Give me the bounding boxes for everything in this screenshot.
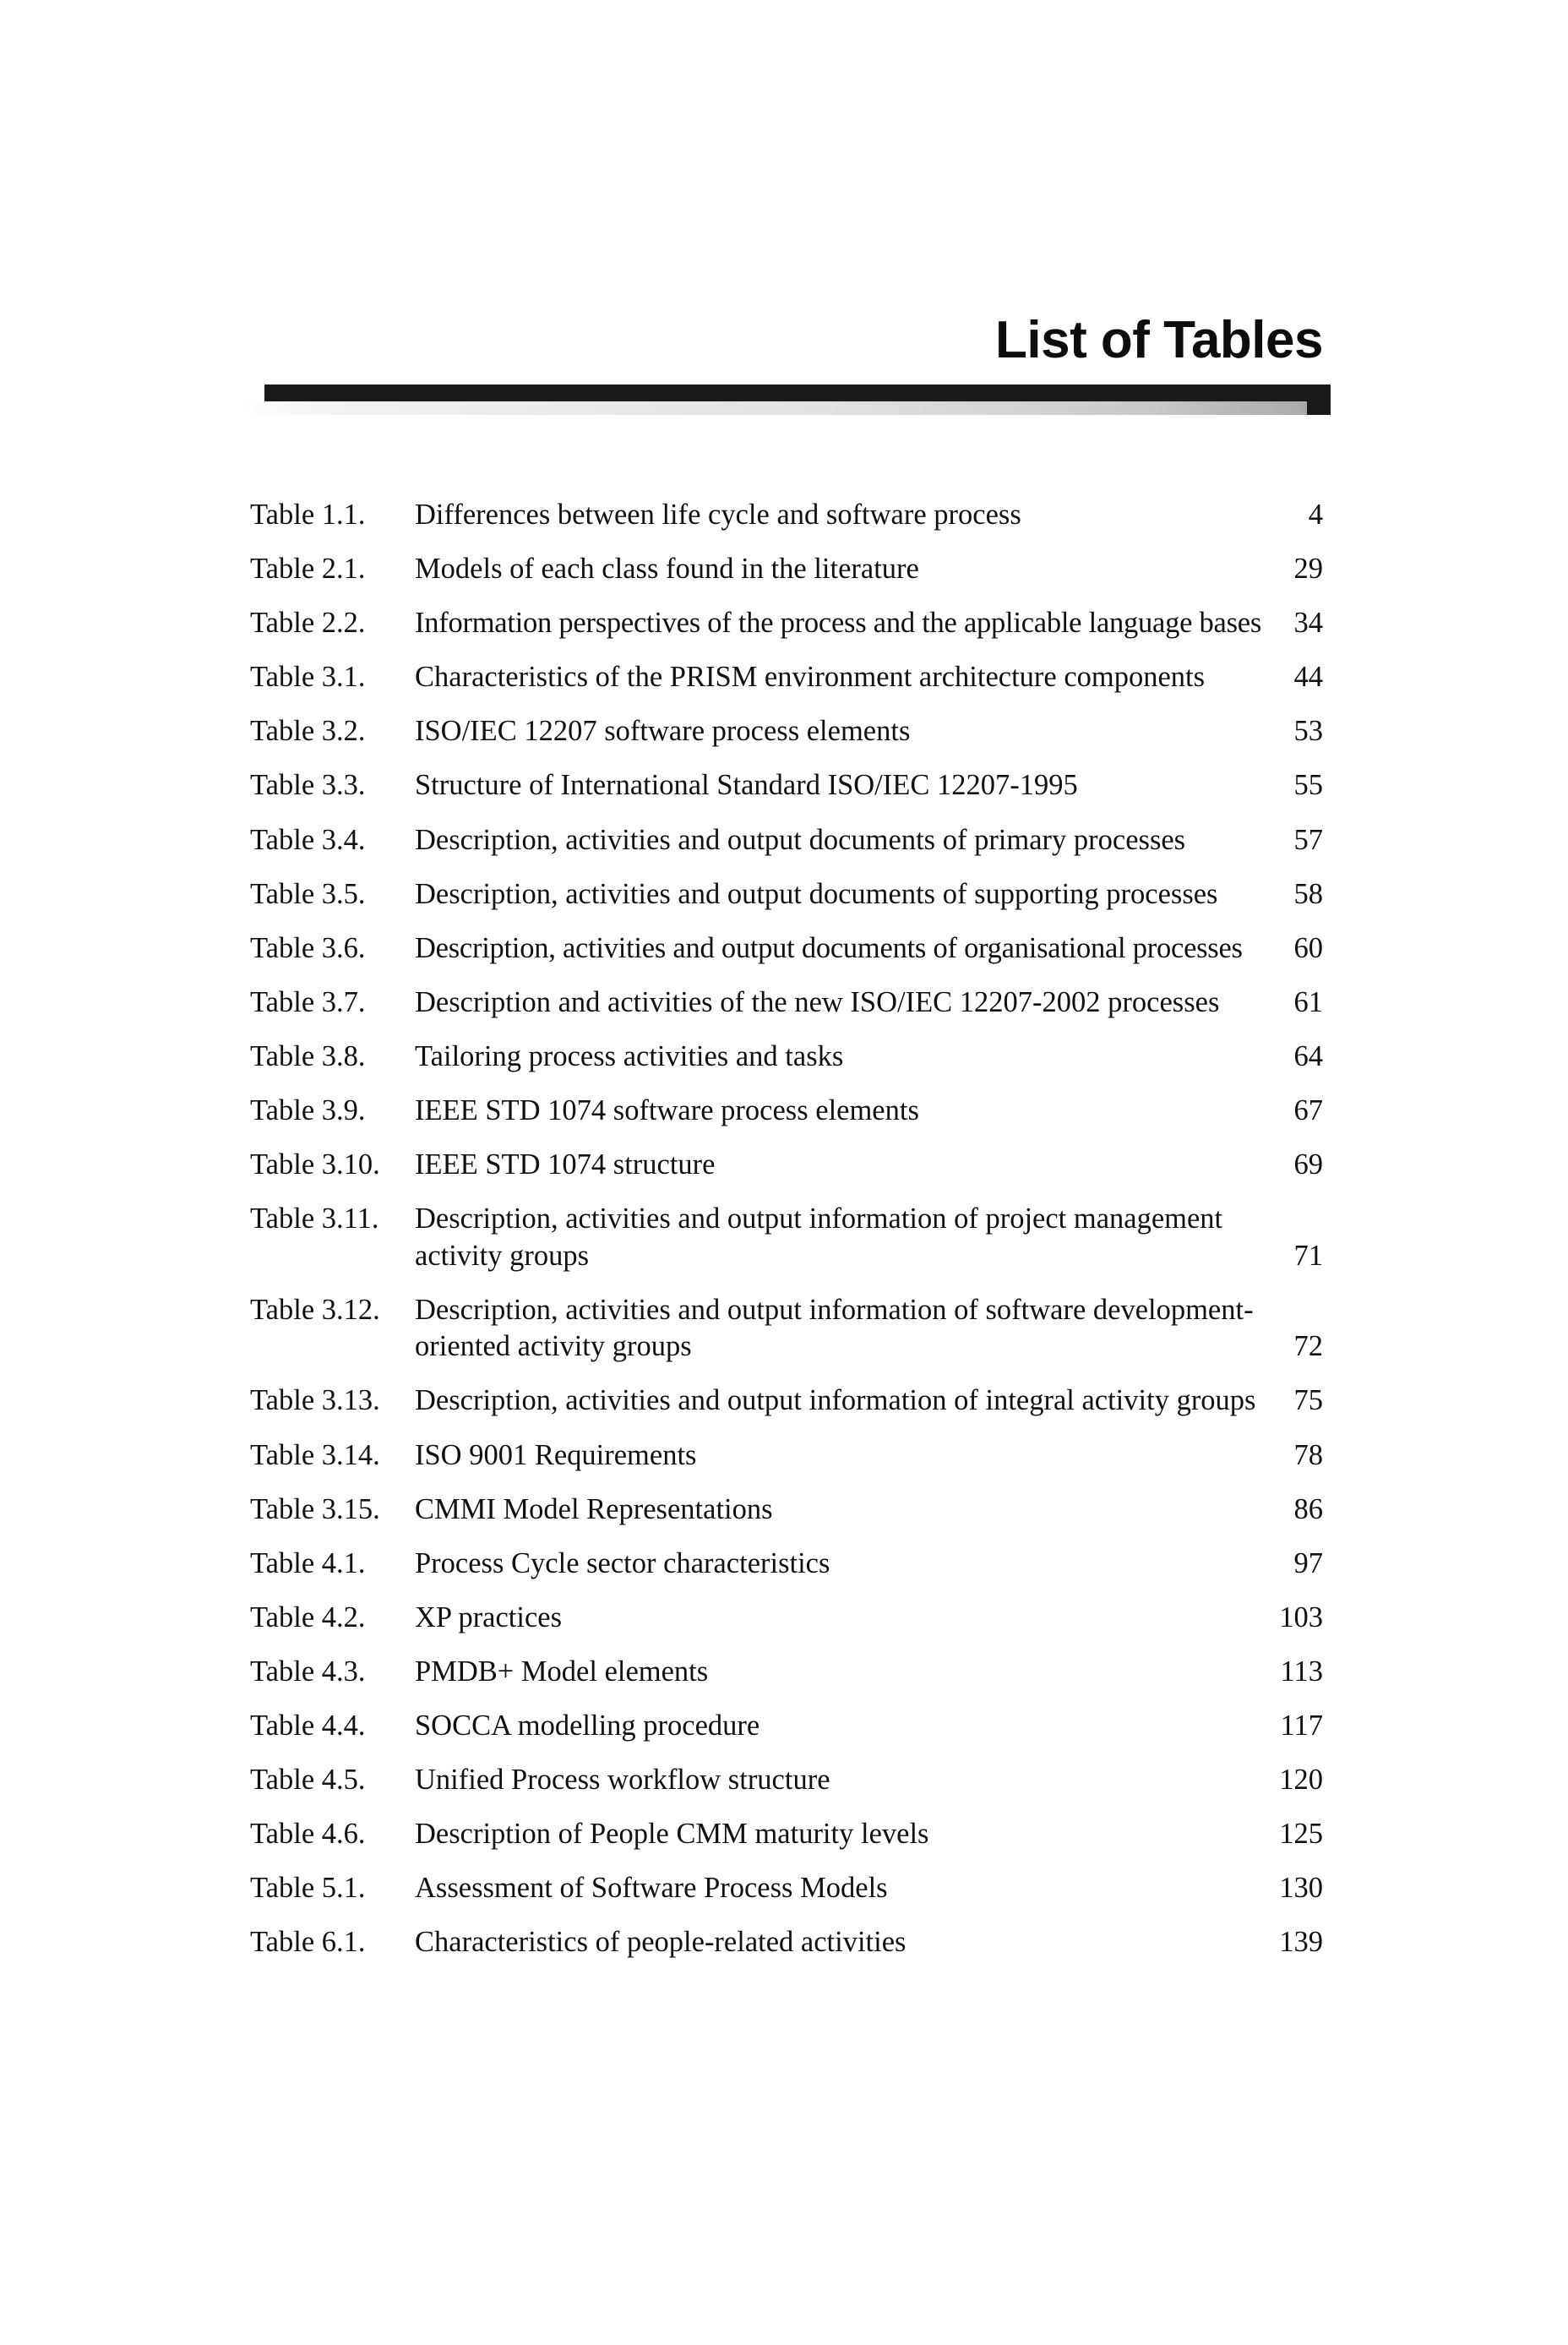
toc-entry-page: 130 <box>1279 1872 1323 1905</box>
toc-entry-page: 72 <box>1293 1330 1323 1363</box>
toc-entry-page: 113 <box>1280 1655 1323 1688</box>
toc-entry-label: Table 3.6. <box>250 931 366 964</box>
toc-entry <box>250 767 1323 804</box>
toc-entry-page: 57 <box>1293 823 1323 856</box>
toc-entry-label: Table 3.14. <box>250 1438 380 1471</box>
toc-entry-page: 58 <box>1293 877 1323 910</box>
toc-entry <box>250 551 1323 588</box>
toc-entry <box>250 1039 1323 1076</box>
toc-entry-description: Description, activities and output documents of organisational processes <box>415 931 1243 964</box>
toc-entry <box>250 497 1323 534</box>
toc-entry-label: Table 3.3. <box>250 769 366 802</box>
title-rule-fade-bar <box>241 401 1307 415</box>
toc-entry <box>250 1600 1323 1637</box>
toc-entry-description: Characteristics of people-related activities <box>415 1926 906 1959</box>
toc-entry <box>250 1654 1323 1691</box>
toc-entry <box>250 1292 1323 1366</box>
toc-entry-label: Table 4.4. <box>250 1709 366 1742</box>
toc-entry-page: 61 <box>1293 985 1323 1018</box>
toc-entry-description: CMMI Model Representations <box>415 1492 773 1525</box>
title-rule <box>241 384 1331 422</box>
toc-entry-description: Unified Process workflow structure <box>415 1764 830 1797</box>
toc-entry-description: Structure of International Standard ISO/IEC 12207-1995 <box>415 769 1078 802</box>
toc-entry-page: 117 <box>1280 1709 1323 1742</box>
toc-entry-page: 34 <box>1293 607 1323 640</box>
toc-entry-page: 55 <box>1293 769 1323 802</box>
toc-entry <box>250 1816 1323 1853</box>
title-rule-end-cap <box>1307 384 1331 415</box>
toc-entry-label: Table 2.1. <box>250 553 366 586</box>
toc-entry <box>250 1870 1323 1907</box>
toc-entry <box>250 1093 1323 1130</box>
toc-entry-page: 120 <box>1279 1764 1323 1797</box>
toc-entry-label: Table 3.13. <box>250 1384 380 1417</box>
toc-entry-label: Table 4.1. <box>250 1546 366 1579</box>
toc-entry <box>250 1924 1323 1961</box>
toc-entry-description: XP practices <box>415 1601 563 1633</box>
toc-entry-label: Table 3.7. <box>250 985 366 1018</box>
toc-entry-description: Assessment of Software Process Models <box>415 1872 888 1905</box>
table-list <box>250 497 1323 1978</box>
toc-entry-label: Table 3.5. <box>250 877 366 910</box>
toc-entry <box>250 1546 1323 1583</box>
toc-entry-label: Table 3.9. <box>250 1094 366 1127</box>
toc-entry-description: Tailoring process activities and tasks <box>415 1039 844 1072</box>
toc-entry <box>250 1382 1323 1420</box>
toc-entry-description: PMDB+ Model elements <box>415 1655 709 1688</box>
toc-entry-description: ISO/IEC 12207 software process elements <box>415 715 911 748</box>
toc-entry <box>250 822 1323 859</box>
toc-entry-description: Description, activities and output information of integral activity groups <box>415 1384 1256 1417</box>
page-title: List of Tables <box>994 311 1323 369</box>
toc-entry-description: IEEE STD 1074 software process elements <box>415 1094 919 1127</box>
toc-entry-page: 64 <box>1293 1039 1323 1072</box>
toc-entry <box>250 984 1323 1022</box>
toc-entry-description: ISO 9001 Requirements <box>415 1438 697 1471</box>
toc-entry-label: Table 4.6. <box>250 1818 366 1851</box>
toc-entry-description: Description, activities and output information of software development-oriented activity groups <box>415 1293 1254 1363</box>
toc-entry-label: Table 3.2. <box>250 715 366 748</box>
toc-entry-page: 78 <box>1293 1438 1323 1471</box>
toc-entry-label: Table 3.8. <box>250 1039 366 1072</box>
toc-entry-label: Table 4.2. <box>250 1601 366 1633</box>
toc-entry-page: 44 <box>1293 661 1323 694</box>
toc-entry <box>250 605 1323 642</box>
toc-entry-label: Table 3.12. <box>250 1293 380 1326</box>
toc-entry-description: Description, activities and output information of project management activity groups <box>415 1202 1223 1272</box>
toc-entry-description: Information perspectives of the process and the applicable language bases <box>415 607 1261 640</box>
toc-entry-page: 4 <box>1308 499 1323 531</box>
toc-entry <box>250 1762 1323 1799</box>
toc-entry-page: 103 <box>1279 1601 1323 1633</box>
toc-entry-page: 53 <box>1293 715 1323 748</box>
toc-entry-description: Description and activities of the new ISO/IEC 12207-2002 processes <box>415 985 1220 1018</box>
toc-entry <box>250 1201 1323 1274</box>
toc-entry <box>250 659 1323 696</box>
toc-entry-page: 139 <box>1279 1926 1323 1959</box>
toc-entry-label: Table 3.11. <box>250 1202 379 1235</box>
toc-entry-page: 125 <box>1279 1818 1323 1851</box>
toc-entry-page: 67 <box>1293 1094 1323 1127</box>
toc-entry-label: Table 3.4. <box>250 823 366 856</box>
toc-entry-label: Table 4.5. <box>250 1764 366 1797</box>
toc-entry <box>250 1492 1323 1529</box>
toc-entry <box>250 876 1323 913</box>
toc-entry-page: 60 <box>1293 931 1323 964</box>
toc-entry-page: 86 <box>1293 1492 1323 1525</box>
toc-entry-description: IEEE STD 1074 structure <box>415 1148 716 1181</box>
toc-entry-description: Description, activities and output documents of primary processes <box>415 823 1186 856</box>
toc-entry <box>250 1147 1323 1184</box>
toc-entry <box>250 713 1323 750</box>
title-rule-dark-bar <box>264 384 1331 401</box>
toc-entry-label: Table 1.1. <box>250 499 366 531</box>
toc-entry-description: Characteristics of the PRISM environment architecture components <box>415 661 1206 694</box>
toc-entry-label: Table 4.3. <box>250 1655 366 1688</box>
toc-entry <box>250 1708 1323 1745</box>
toc-entry-page: 75 <box>1293 1384 1323 1417</box>
toc-entry-page: 71 <box>1293 1239 1323 1272</box>
toc-entry-description: Models of each class found in the literature <box>415 553 919 586</box>
toc-entry-label: Table 6.1. <box>250 1926 366 1959</box>
toc-entry-label: Table 3.15. <box>250 1492 380 1525</box>
toc-entry-label: Table 3.10. <box>250 1148 380 1181</box>
toc-entry <box>250 930 1323 968</box>
toc-entry-description: SOCCA modelling procedure <box>415 1709 760 1742</box>
toc-entry-page: 29 <box>1293 553 1323 586</box>
toc-entry-description: Description, activities and output documents of supporting processes <box>415 877 1218 910</box>
toc-entry <box>250 1437 1323 1475</box>
toc-entry-label: Table 5.1. <box>250 1872 366 1905</box>
toc-entry-label: Table 3.1. <box>250 661 366 694</box>
toc-entry-description: Description of People CMM maturity levels <box>415 1818 929 1851</box>
toc-entry-page: 69 <box>1293 1148 1323 1181</box>
toc-entry-description: Process Cycle sector characteristics <box>415 1546 830 1579</box>
toc-entry-label: Table 2.2. <box>250 607 366 640</box>
toc-entry-description: Differences between life cycle and software process <box>415 499 1021 531</box>
toc-entry-page: 97 <box>1293 1546 1323 1579</box>
